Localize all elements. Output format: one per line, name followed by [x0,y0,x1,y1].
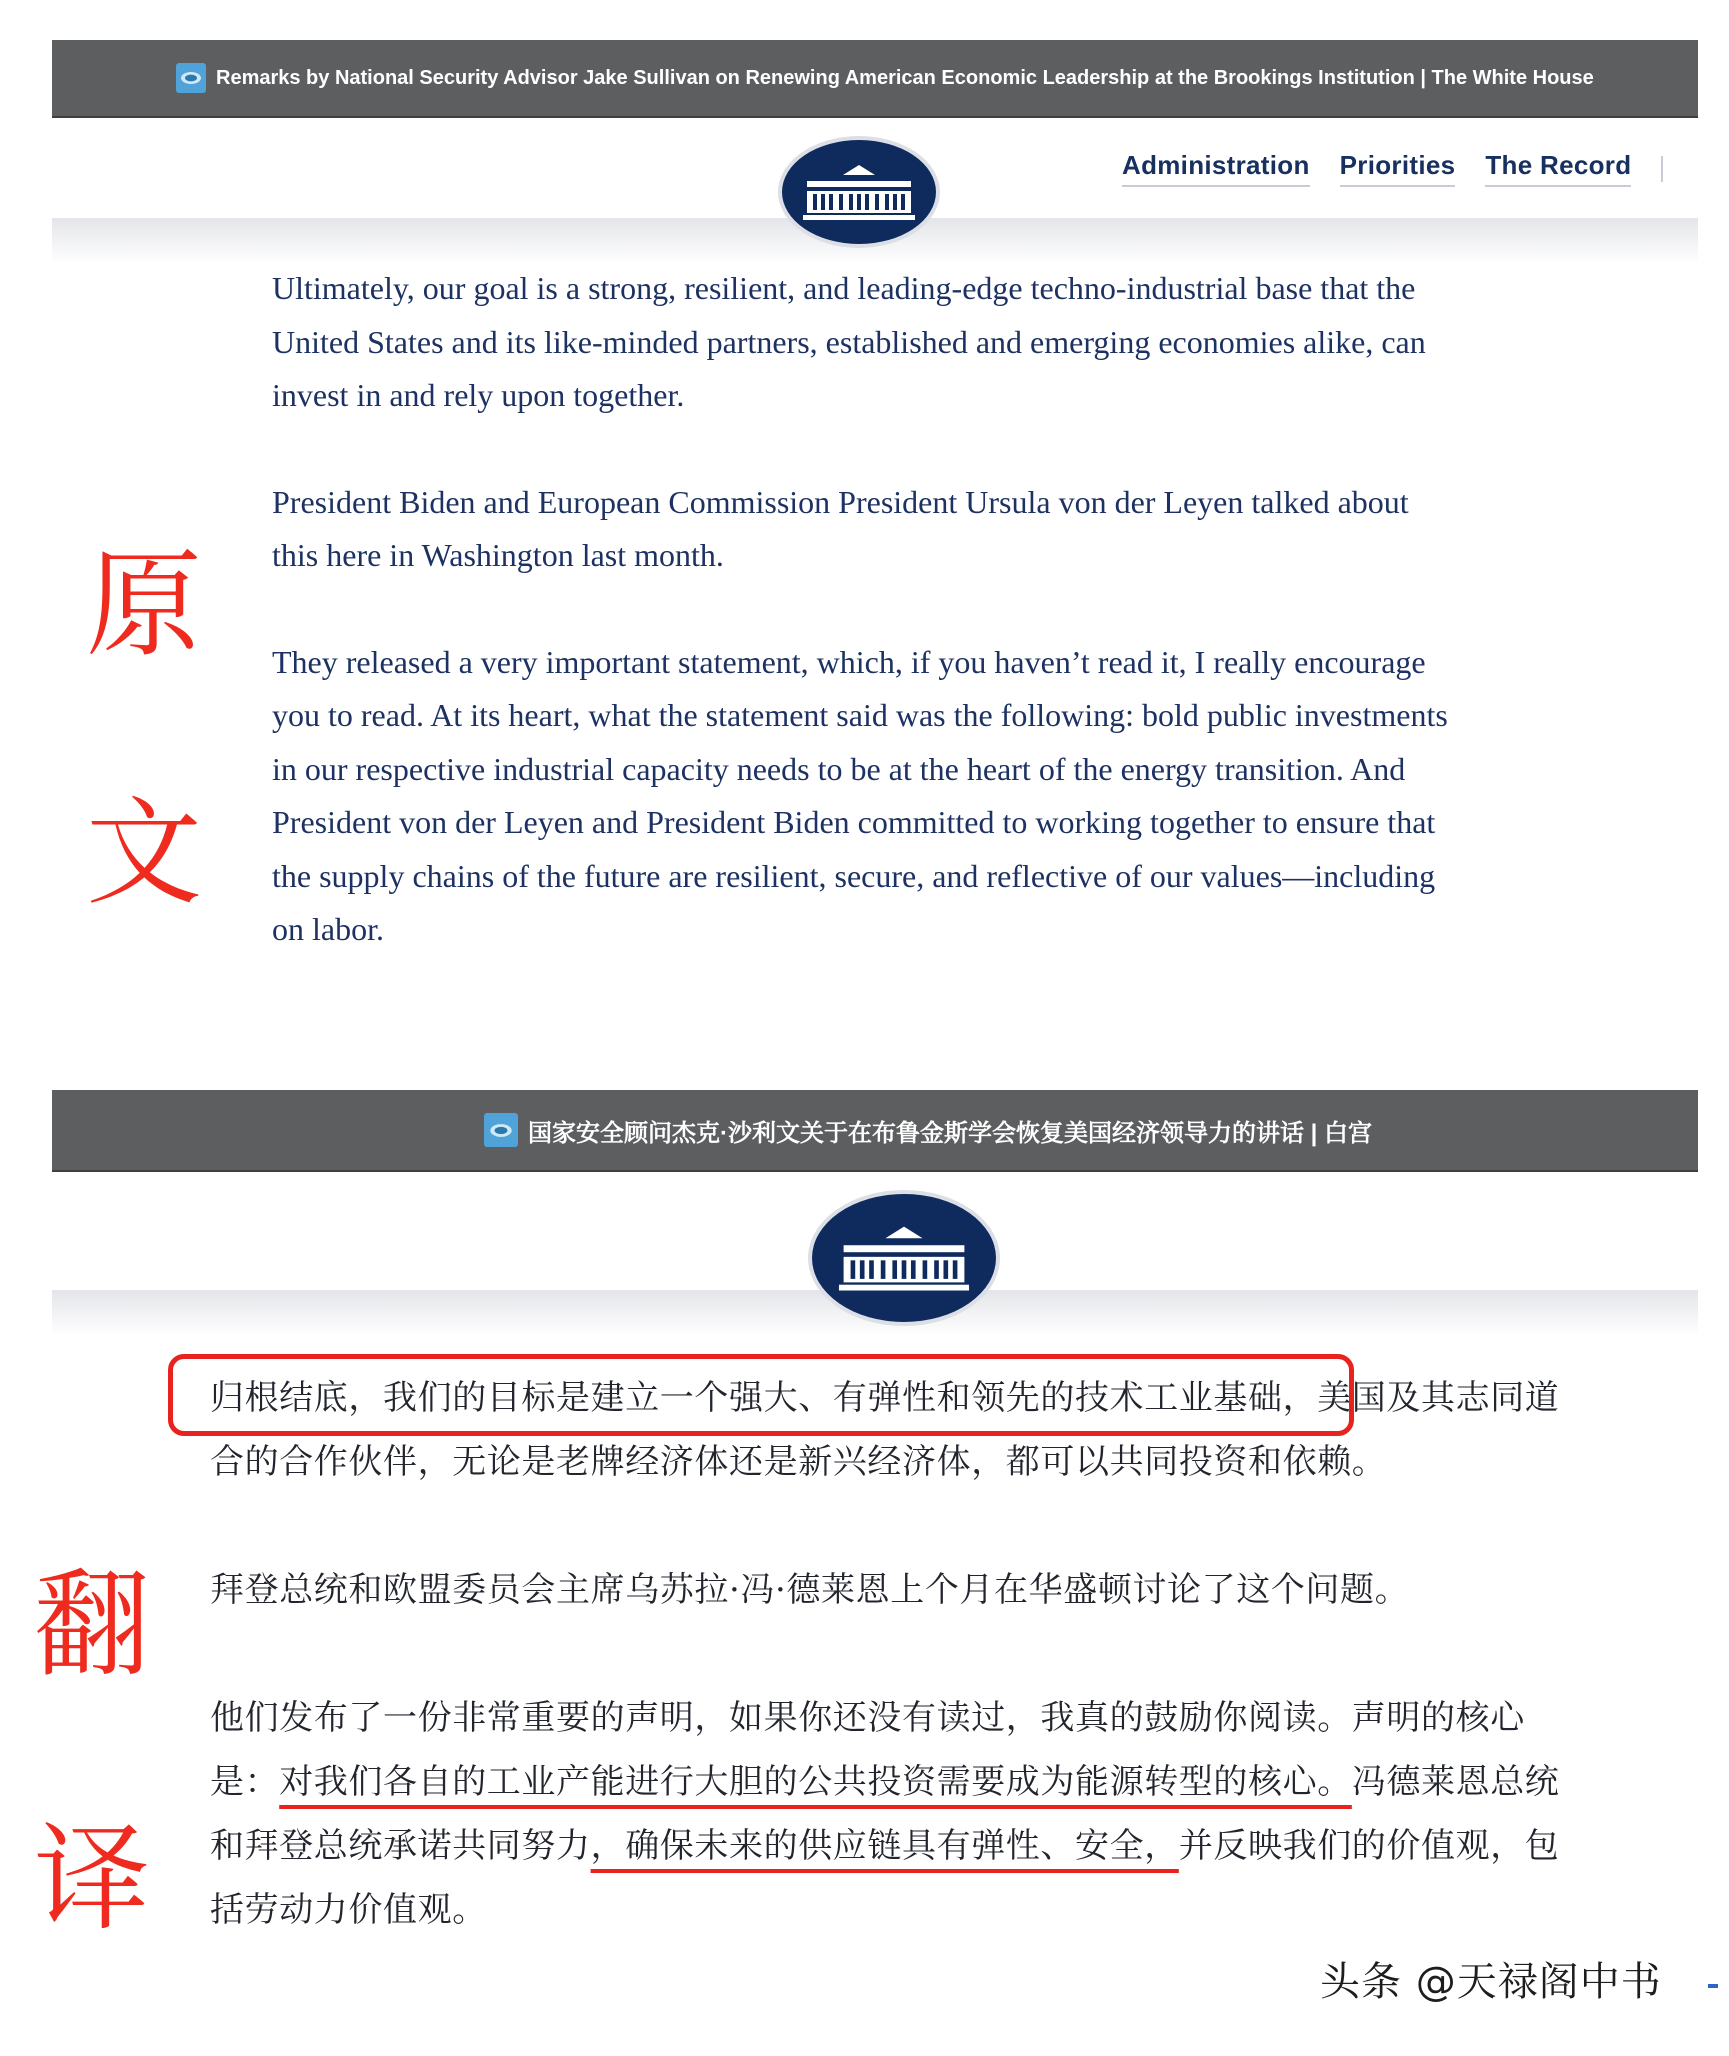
paragraph-3-part-a: 他们发布了一份非常重要的声明，如果你还没有读过，我真的鼓励你阅读。声明的核心是： [210,1698,1525,1802]
paragraph-3-part-c: 并反映我们的价值观，包括劳动力价值观。 [210,1826,1560,1930]
article-body-chinese [210,1366,1590,1942]
paragraph-2: President Biden and European Commission President Ursula von der Leyen talked about this here in Washington last month. [272,483,1409,573]
nav-the-record[interactable]: The Record [1485,150,1631,187]
tab-title-translated: 国家安全顾问杰克·沙利文关于在布鲁金斯学会恢复美国经济领导力的讲话 | 白宫 [528,1119,1373,1147]
nav-priorities[interactable]: Priorities [1340,150,1456,187]
label-translation-1: 翻 [34,1558,150,1693]
highlighted-phrase: 归根结底，我们的目标是建立一个强大、有弹性和领先的技术工业基础， [210,1378,1318,1418]
label-original-2: 文 [86,786,202,921]
tab-title: Remarks by National Security Advisor Jake Sullivan on Renewing American Economic Leadership at the Brookings Institution | The White House [216,66,1594,89]
favicon-icon [484,1113,518,1147]
white-house-logo-icon[interactable] [778,136,940,248]
paragraph-3-translated [210,1686,1590,1942]
nav-more-divider [1661,156,1669,182]
watermark-mark [1708,1984,1718,1988]
paragraph-3-part-b: 冯德莱恩总统和拜登总统承诺共同努力 [210,1762,1560,1866]
paragraph-1: Ultimately, our goal is a strong, resilient, and leading-edge techno-industrial base that the United States and its like-minded partners, established and emerging economies alike, can invest in and rely upon together. [272,270,1426,413]
white-house-logo-icon[interactable] [808,1190,1000,1326]
underlined-phrase-2: ，确保未来的供应链具有弹性、安全， [590,1826,1179,1866]
watermark: 头条 @天禄阁中书 [1320,1959,1662,2005]
article-body-english [272,262,1452,957]
browser-tab-bar-translated[interactable] [52,1090,1698,1172]
highlight-box [168,1354,1354,1436]
paragraph-1-rest: 美国及其志同道合的合作伙伴，无论是老牌经济体还是新兴经济体，都可以共同投资和依赖。 [210,1378,1560,1482]
main-nav [1122,150,1669,187]
underlined-phrase-1: 对我们各自的工业产能进行大胆的公共投资需要成为能源转型的核心。 [279,1762,1352,1802]
nav-administration[interactable]: Administration [1122,150,1310,187]
paragraph-2-translated: 拜登总统和欧盟委员会主席乌苏拉·冯·德莱恩上个月在华盛顿讨论了这个问题。 [210,1570,1410,1610]
favicon-icon [176,63,206,93]
label-translation-2: 译 [34,1812,150,1947]
browser-tab-bar[interactable] [52,40,1698,118]
label-original-1: 原 [86,538,202,673]
paragraph-3: They released a very important statement, which, if you haven’t read it, I really encourage you to read. At its heart, what the statement said was the following: bold public investments in our respective industrial capacity needs to be at the heart of the energy transition. And President von der Leyen and President Biden committed to working together to ensure that the supply chains of the future are resilient, secure, and reflective of our values—including on labor. [272,643,1448,947]
